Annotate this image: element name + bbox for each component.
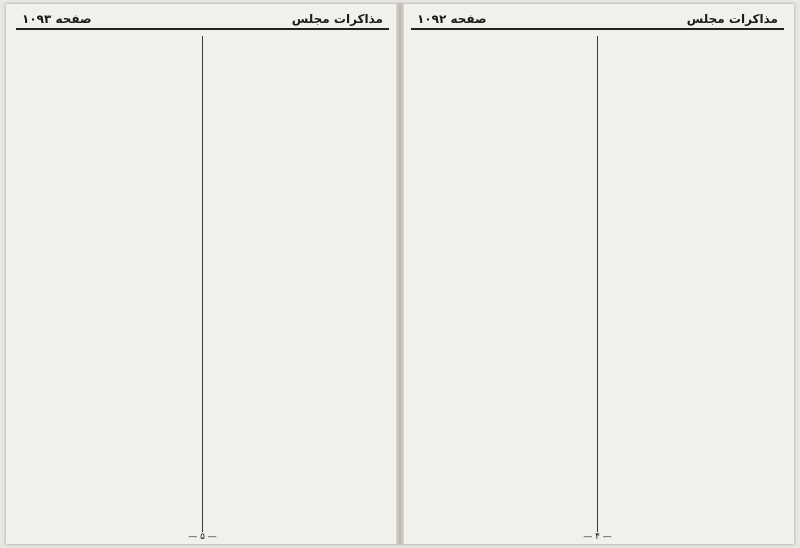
right-page-folio: — ۴ — bbox=[583, 532, 612, 542]
left-page-columns bbox=[16, 34, 389, 534]
left-page-header bbox=[16, 10, 389, 30]
left-page-folio: — ۵ — bbox=[188, 532, 217, 542]
book-spread bbox=[6, 4, 794, 544]
right-page bbox=[400, 4, 794, 544]
left-page-title: مذاکرات مجلس bbox=[291, 12, 383, 26]
left-page-right-column bbox=[211, 34, 389, 534]
right-page-columns bbox=[411, 34, 784, 534]
left-page-number: صفحه ۱۰۹۳ bbox=[22, 12, 92, 26]
book-gutter bbox=[396, 4, 404, 544]
right-page-right-column bbox=[606, 34, 784, 534]
left-page-left-column bbox=[16, 34, 194, 534]
right-page-left-column bbox=[411, 34, 589, 534]
right-page-header bbox=[411, 10, 784, 30]
right-page-title: مذاکرات مجلس bbox=[686, 12, 778, 26]
column-divider bbox=[597, 36, 598, 532]
column-divider bbox=[202, 36, 203, 532]
right-page-number: صفحه ۱۰۹۲ bbox=[417, 12, 487, 26]
left-page bbox=[6, 4, 400, 544]
